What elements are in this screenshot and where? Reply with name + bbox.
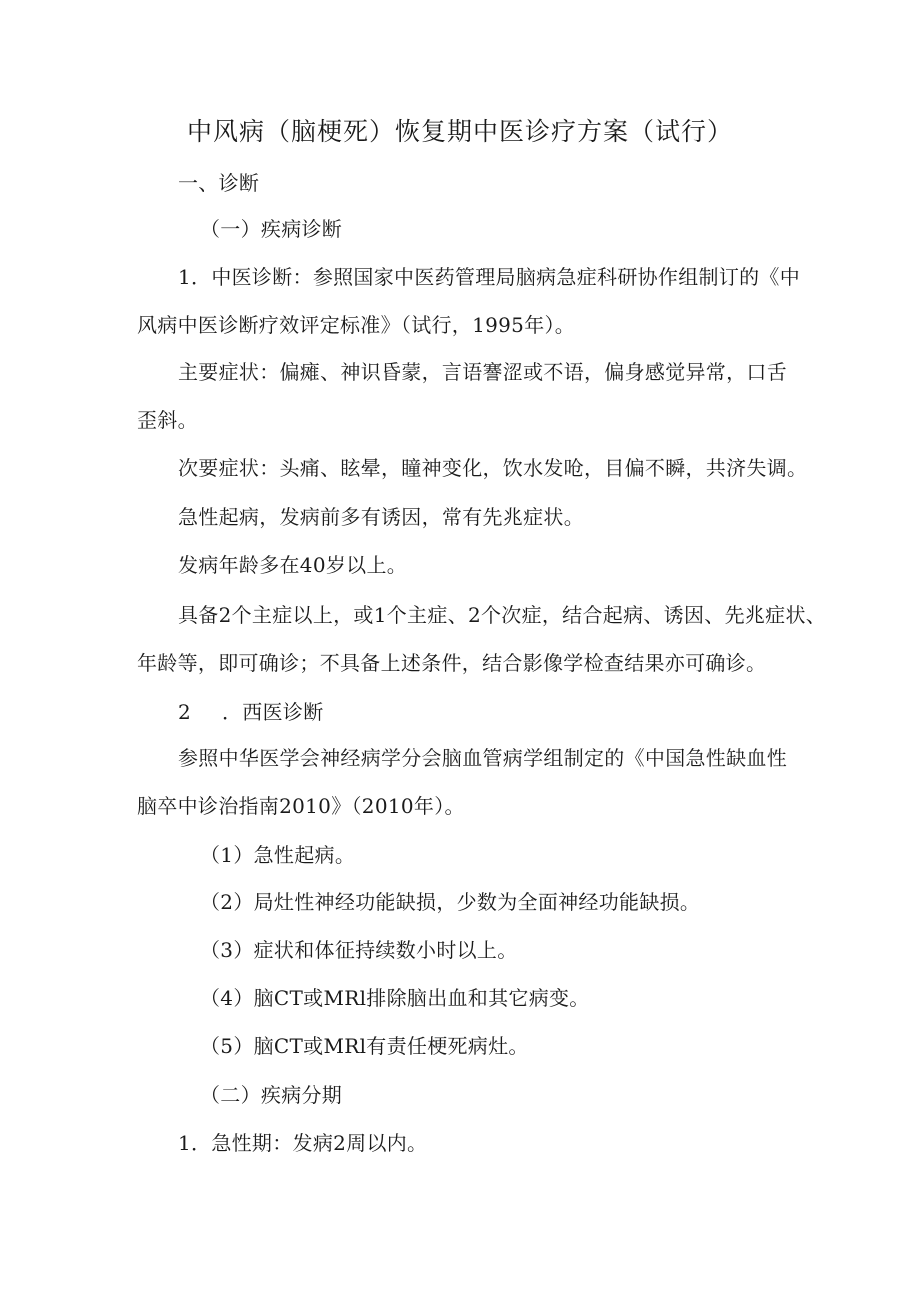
criteria-item-5: （5）脑CT或MRl有责任梗死病灶。 bbox=[200, 1034, 529, 1058]
subsection-heading-disease-diagnosis: （一）疾病诊断 bbox=[200, 217, 343, 241]
criteria-item-2: （2）局灶性神经功能缺损，少数为全面神经功能缺损。 bbox=[200, 890, 701, 914]
criteria-line-2: 年龄等，即可确诊；不具备上述条件，结合影像学检查结果亦可确诊。 bbox=[137, 651, 767, 675]
criteria-item-3: （3）症状和体征持续数小时以上。 bbox=[200, 938, 518, 962]
acute-phase-paragraph: 1．急性期：发病2周以内。 bbox=[178, 1131, 428, 1155]
western-reference-line-1: 参照中华医学会神经病学分会脑血管病学组制定的《中国急性缺血性 bbox=[178, 746, 787, 770]
document-title: 中风病（脑梗死）恢复期中医诊疗方案（试行） bbox=[186, 117, 733, 146]
tcm-diagnosis-line-2: 风病中医诊断疗效评定标准》（试行，1995年）。 bbox=[137, 313, 576, 337]
criteria-item-4: （4）脑CT或MRl排除脑出血和其它病变。 bbox=[200, 986, 590, 1010]
main-symptoms-line-2: 歪斜。 bbox=[137, 408, 198, 432]
criteria-line-1: 具备2个主症以上，或1个主症、2个次症，结合起病、诱因、先兆症状、 bbox=[178, 603, 827, 627]
western-diagnosis-number: 2 bbox=[178, 700, 192, 724]
tcm-diagnosis-line-1: 1．中医诊断：参照国家中医药管理局脑病急症科研协作组制订的《中 bbox=[178, 265, 801, 289]
subsection-heading-staging: （二）疾病分期 bbox=[200, 1083, 343, 1107]
western-diagnosis-heading bbox=[178, 697, 324, 727]
section-heading-diagnosis: 一、诊断 bbox=[178, 171, 260, 195]
western-reference-line-2: 脑卒中诊治指南2010》（2010年）。 bbox=[137, 794, 465, 818]
age-paragraph: 发病年龄多在40岁以上。 bbox=[178, 553, 408, 577]
secondary-symptoms: 次要症状：头痛、眩晕，瞳神变化，饮水发呛，目偏不瞬，共济失调。 bbox=[178, 456, 808, 480]
western-diagnosis-label: ．西医诊断 bbox=[222, 700, 324, 724]
onset-paragraph: 急性起病，发病前多有诱因，常有先兆症状。 bbox=[178, 505, 584, 529]
criteria-item-1: （1）急性起病。 bbox=[200, 843, 356, 867]
main-symptoms-line-1: 主要症状：偏瘫、神识昏蒙，言语謇涩或不语，偏身感觉异常，口舌 bbox=[178, 360, 787, 384]
